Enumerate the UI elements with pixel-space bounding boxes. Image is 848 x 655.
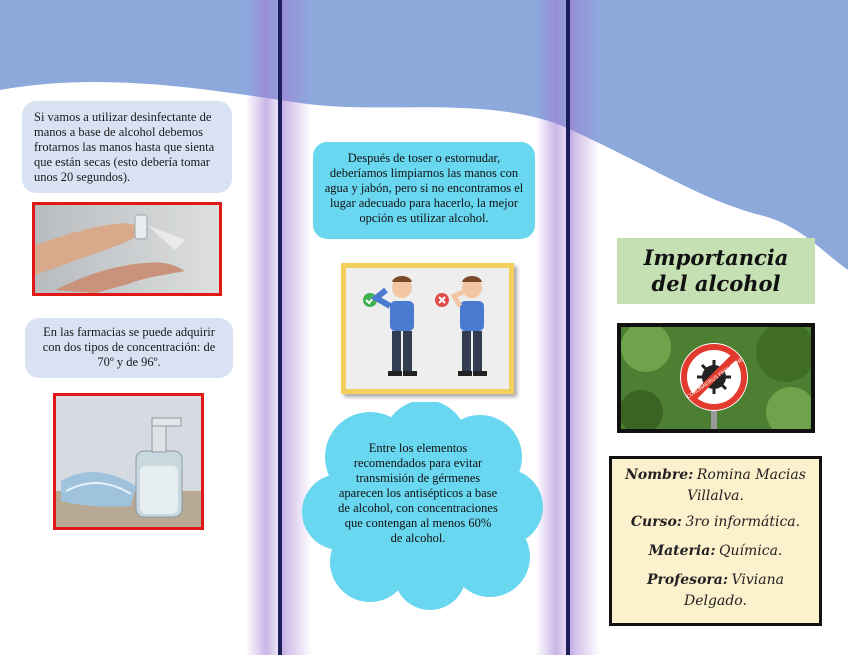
panel1-text-1: Si vamos a utilizar desinfectante de manos a base de alcohol debemos frotarnos las manos hasta que sienta que están secas (esto debería tomar unos 20 segundos). <box>34 110 215 184</box>
info-value-curso: 3ro informática. <box>685 514 801 530</box>
info-curso <box>620 512 811 533</box>
info-profesora <box>620 570 811 612</box>
info-value-nombre: Romina Macias Villalva. <box>687 467 806 504</box>
info-label-curso: Curso: <box>630 514 682 530</box>
panel2-text-2: Entre los elementos recomendados para evitar transmisión de gérmenes aparecen los antisépticos a base de alcohol, con concentraciones que contengan al menos 60% de alcohol. <box>338 441 498 545</box>
info-nombre <box>620 465 811 507</box>
hands-spray-image <box>35 205 219 293</box>
cough-etiquette-illustration <box>341 263 514 394</box>
panel2-text-box-1 <box>313 142 535 239</box>
info-materia <box>620 541 811 562</box>
sign-text: CORONAVIRUS FREE ZONE <box>685 356 745 401</box>
cough-people-image <box>346 268 509 389</box>
page-title: Importancia del alcohol <box>643 245 789 296</box>
panel2-text-box-2 <box>338 441 498 546</box>
info-label-profesora: Profesora: <box>647 572 729 588</box>
coronavirus-free-zone-photo <box>617 323 815 433</box>
hand-sanitizer-spray-photo <box>32 202 222 296</box>
info-value-profesora: Viviana Delgado. <box>684 572 784 609</box>
info-value-materia: Química. <box>719 543 783 559</box>
student-info-box <box>609 456 822 626</box>
fold-shade-right2 <box>570 0 600 655</box>
panel1-text-2: En las farmacias se puede adquirir con dos tipos de concentración: de 70º y de 96º. <box>42 325 216 369</box>
no-virus-sign-image <box>621 327 811 429</box>
panel2-text-1: Después de toser o estornudar, deberíamos limpiarnos las manos con agua y jabón, pero si no encontramos el lugar adecuado para hacerlo, la mejor opción es utilizar alcohol. <box>324 151 524 225</box>
panel1-text-box-2 <box>25 318 233 378</box>
sanitizer-bottle-photo <box>53 393 204 530</box>
info-label-nombre: Nombre: <box>625 467 694 483</box>
sanitizer-bottle-image <box>56 396 201 527</box>
info-label-materia: Materia: <box>648 543 716 559</box>
title-box <box>617 238 815 304</box>
panel1-text-box-1 <box>22 101 232 193</box>
